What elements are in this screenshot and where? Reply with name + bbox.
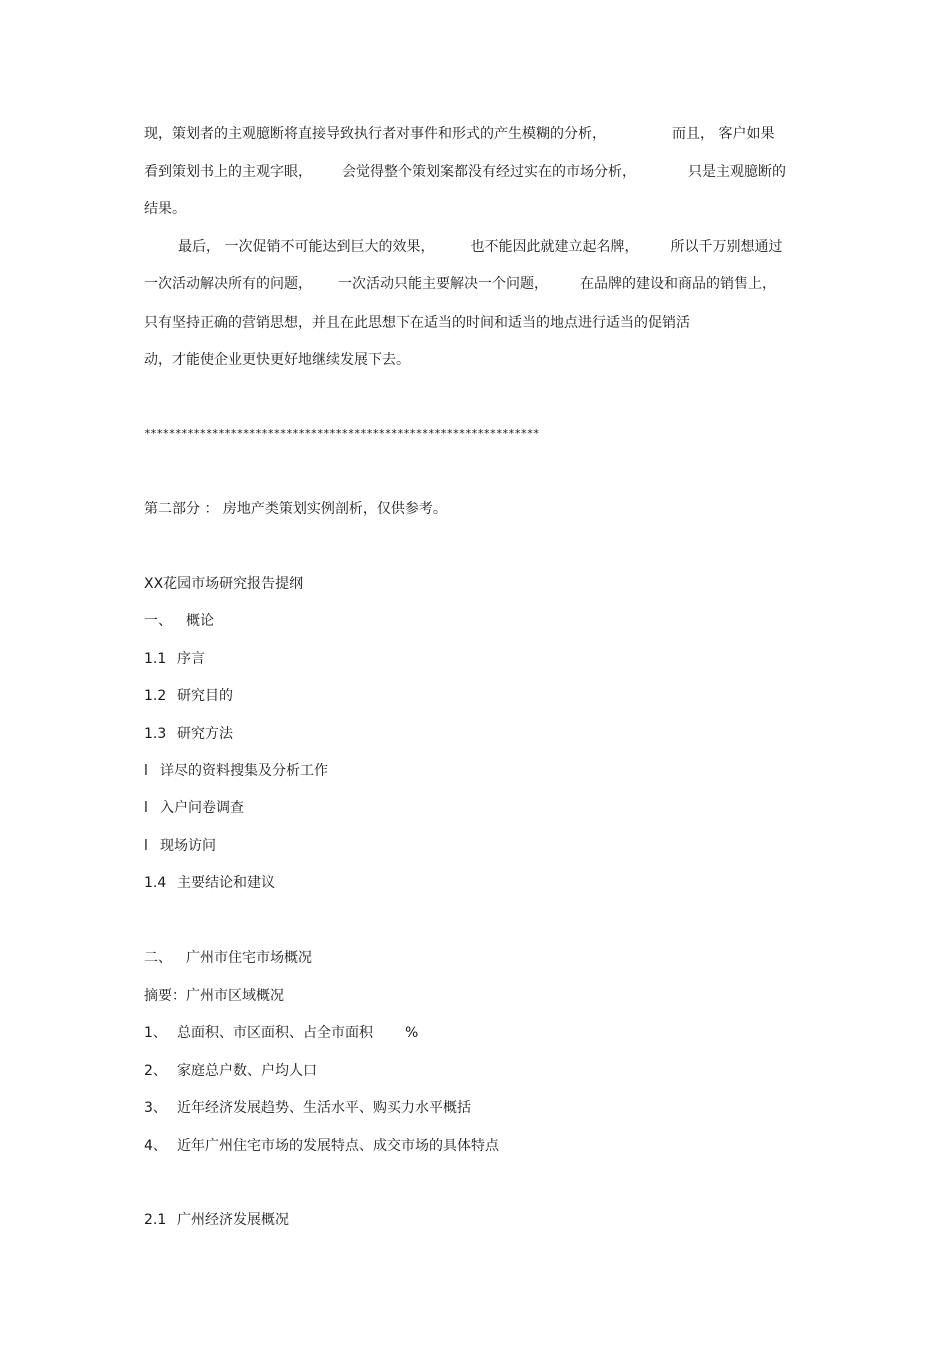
item-number: 2、	[144, 1063, 167, 1079]
section-2-heading	[144, 948, 312, 968]
paragraph-1-line-3: 结果。	[144, 201, 186, 217]
bullet-text: 入户问卷调查	[160, 800, 244, 816]
numbered-item	[144, 1061, 317, 1081]
text-segment: 现，策划者的主观臆断将直接导致执行者对事件和形式的产生模糊的分析，	[144, 126, 606, 142]
item-text: 广州经济发展概况	[177, 1212, 289, 1228]
part-2-heading: 第二部分 ： 房地产类策划实例剖析，仅供参考。	[144, 501, 447, 517]
text-segment: 会觉得整个策划案都没有经过实在的市场分析，	[342, 164, 636, 180]
item-text: 主要结论和建议	[177, 875, 275, 891]
bullet-mark: l	[144, 763, 148, 779]
numbered-item	[144, 1098, 471, 1118]
bullet-text: 详尽的资料搜集及分析工作	[160, 763, 328, 779]
report-title: XX花园市场研究报告提纲	[144, 576, 304, 592]
asterisk-separator: ****************************************************************	[144, 427, 540, 440]
section-number: 二、	[144, 950, 172, 966]
outline-item	[144, 649, 205, 669]
bullet-mark: l	[144, 800, 148, 816]
item-number: 2.1	[144, 1212, 167, 1228]
text-segment: 一次活动只能主要解决一个问题，	[338, 276, 548, 292]
paragraph-2-line-4: 动，才能使企业更快更好地继续发展下去。	[144, 352, 410, 368]
item-number: 1.1	[144, 651, 167, 667]
item-text: 研究目的	[177, 688, 233, 704]
item-number: 1.3	[144, 726, 167, 742]
numbered-item	[144, 1136, 499, 1156]
item-text: 近年广州住宅市场的发展特点、成交市场的具体特点	[177, 1138, 499, 1154]
item-text: 近年经济发展趋势、生活水平、购买力水平概括	[177, 1100, 471, 1116]
item-text: 总面积、市区面积、占全市面积	[177, 1025, 373, 1041]
text-segment: 也不能因此就建立起名牌，	[470, 239, 639, 255]
text-segment: 最后， 一次促销不可能达到巨大的效果，	[178, 239, 435, 255]
paragraph-2-line-3: 只有坚持正确的营销思想，并且在此思想下在适当的时间和适当的地点进行适当的促销活	[144, 315, 690, 331]
bullet-item	[144, 761, 328, 781]
outline-item	[144, 873, 275, 893]
outline-item	[144, 724, 233, 744]
text-segment: 一次活动解决所有的问题，	[144, 276, 312, 292]
text-segment: 在品牌的建设和商品的销售上，	[580, 276, 776, 292]
item-number: 4、	[144, 1138, 167, 1154]
text-segment: 所以千万别想通过	[670, 239, 783, 255]
item-number: 1.4	[144, 875, 167, 891]
item-number: 1、	[144, 1025, 167, 1041]
item-text: 序言	[177, 651, 205, 667]
text-segment: 而且， 客户如果	[672, 126, 775, 142]
paragraph-2-line-1	[178, 237, 782, 257]
item-suffix: %	[405, 1025, 419, 1041]
item-text: 家庭总户数、户均人口	[177, 1063, 317, 1079]
section-title: 广州市住宅市场概况	[186, 950, 312, 966]
section-number: 一、	[144, 613, 172, 629]
item-number: 3、	[144, 1100, 167, 1116]
bullet-item	[144, 836, 216, 856]
text-segment: 只是主观臆断的	[688, 164, 786, 180]
bullet-mark: l	[144, 838, 148, 854]
section-1-heading	[144, 611, 214, 631]
section-title: 概论	[186, 613, 214, 629]
item-number: 1.2	[144, 688, 167, 704]
numbered-item	[144, 1023, 418, 1043]
bullet-item	[144, 798, 244, 818]
item-text: 研究方法	[177, 726, 233, 742]
outline-item	[144, 686, 233, 706]
text-segment: 看到策划书上的主观字眼，	[144, 164, 312, 180]
bullet-text: 现场访问	[160, 838, 216, 854]
outline-item	[144, 1210, 289, 1230]
section-summary: 摘要：广州市区域概况	[144, 988, 284, 1004]
paragraph-2-line-2	[144, 274, 776, 294]
paragraph-1-line-2	[144, 162, 786, 182]
paragraph-1-line-1	[144, 124, 774, 144]
